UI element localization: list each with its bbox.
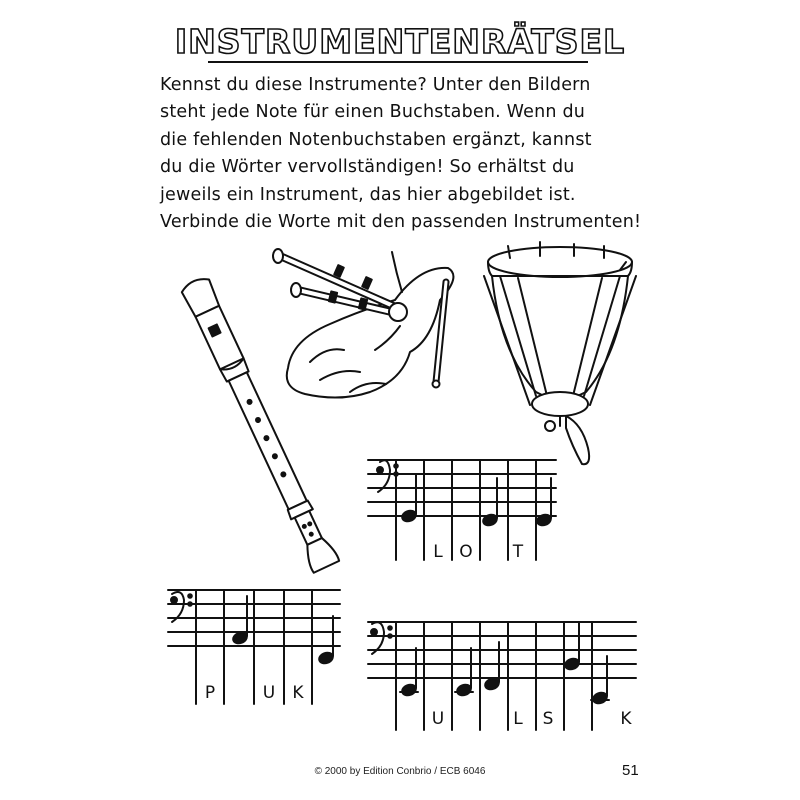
note-letter: L (433, 542, 443, 562)
timpani-icon (484, 242, 636, 464)
instruction-line: du die Wörter vervollständigen! So erhältst du (160, 157, 575, 178)
bagpipe-icon (273, 249, 453, 398)
instruction-line: Verbinde die Worte mit den passenden Instrumenten! (160, 212, 642, 233)
note-letter: S (542, 709, 554, 729)
note-letter: U (262, 683, 276, 703)
instruction-line: jeweils ein Instrument, das hier abgebildet ist. (160, 184, 576, 205)
page-title: INSTRUMENTENRÄTSEL (174, 22, 626, 61)
page-number: 51 (622, 762, 639, 779)
staff-vulska (368, 622, 636, 730)
staff-puk (168, 590, 340, 704)
note-letter: P (204, 683, 216, 703)
copyright-footer: © 2000 by Edition Conbrio / ECB 6046 (314, 766, 486, 777)
note-letter: O (459, 542, 473, 562)
instruction-line: die fehlenden Notenbuchstaben ergänzt, kannst (160, 129, 592, 150)
staff-lot-letters (433, 542, 524, 562)
recorder-icon (180, 275, 340, 573)
instruction-line: steht jede Note für einen Buchstaben. Wenn du (160, 102, 586, 123)
note-letter: T (512, 542, 524, 562)
note-letter: U (431, 709, 445, 729)
note-letter: K (292, 683, 304, 703)
instruction-line: Kennst du diese Instrumente? Unter den Bildern (160, 75, 591, 95)
staff-vulska-letters (432, 709, 633, 729)
note-letter: L (513, 709, 523, 729)
note-letter: K (620, 709, 632, 729)
